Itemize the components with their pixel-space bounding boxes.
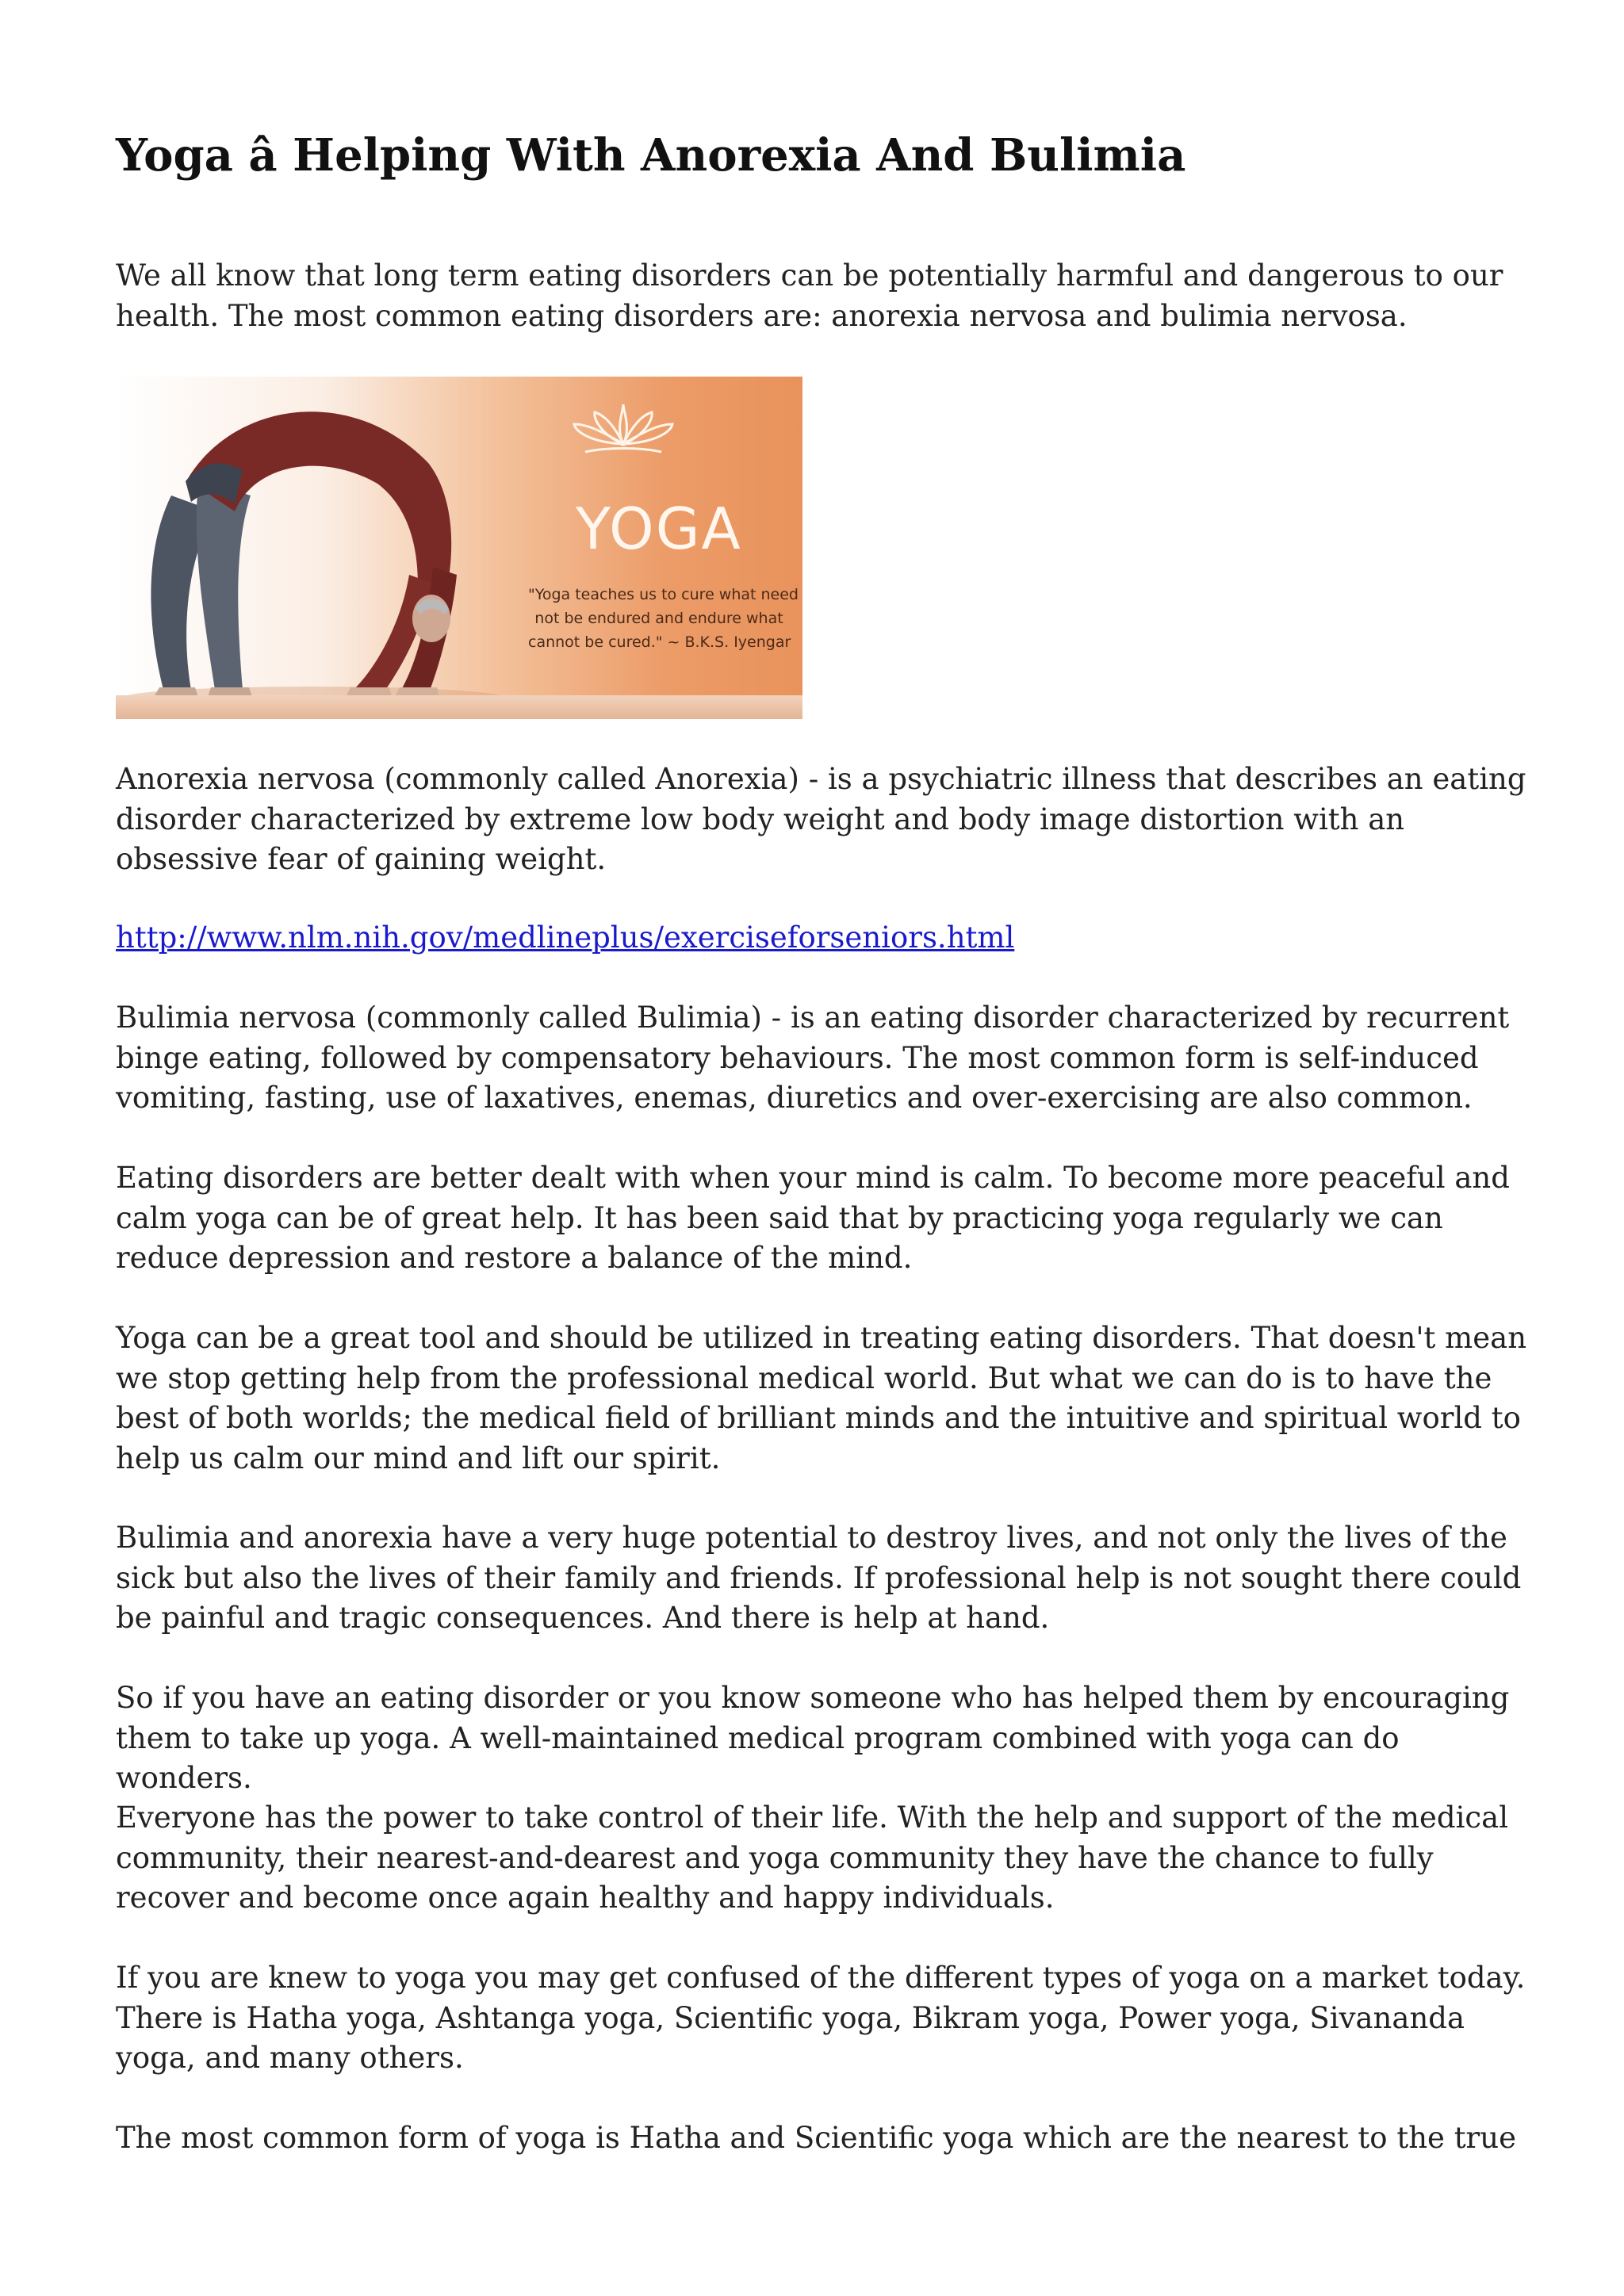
banner-quote-line-2: not be endured and endure what — [534, 610, 783, 627]
paragraph-control: Everyone has the power to take control of their life. With the help and support of the medical community, their nearest-and-dearest and yoga community they have the chance to fully recover and become once again healthy and happy individuals. — [116, 1800, 1509, 1915]
paragraph-common-form: The most common form of yoga is Hatha and Scientific yoga which are the nearest to the true — [116, 2121, 1516, 2155]
paragraph-yoga-tool: Yoga can be a great tool and should be utilized in treating eating disorders. That doesn't mean we stop getting help from the professional medical world. But what we can do is to have the best of both worlds; the medical field of brilliant minds and the intuitive and spiritual world to help us calm our mind and lift our spirit. — [116, 1321, 1527, 1475]
yoga-banner-image — [116, 377, 802, 719]
medlineplus-link[interactable]: http://www.nlm.nih.gov/medlineplus/exerciseforseniors.html — [116, 920, 1015, 955]
paragraph-potential: Bulimia and anorexia have a very huge potential to destroy lives, and not only the lives of the sick but also the lives of their family and friends. If professional help is not sought there could be painful and tragic consequences. And there is help at hand. — [116, 1521, 1522, 1635]
link-paragraph — [116, 918, 1527, 959]
page-title: Yoga â Helping With Anorexia And Bulimia — [116, 129, 1186, 182]
paragraph-anorexia: Anorexia nervosa (commonly called Anorexia) - is a psychiatric illness that describes an eating disorder characterized by extreme low body weight and body image distortion with an obsessive fear of gaining weight. — [116, 762, 1526, 876]
paragraph-intro: We all know that long term eating disorders can be potentially harmful and dangerous to our health. The most common eating disorders are: anorexia nervosa and bulimia nervosa. — [116, 258, 1503, 333]
paragraph-encourage: So if you have an eating disorder or you know someone who has helped them by encouraging them to take up yoga. A well-maintained medical program combined with yoga can do wonders. — [116, 1681, 1510, 1795]
banner-floor — [116, 695, 802, 719]
banner-heading: YOGA — [576, 496, 742, 562]
banner-quote-line-3: cannot be cured." ~ B.K.S. Iyengar — [528, 633, 791, 651]
paragraph-types: If you are knew to yoga you may get confused of the different types of yoga on a market today. There is Hatha yoga, Ashtanga yoga, Scientific yoga, Bikram yoga, Power yoga, Sivananda yoga, and many others. — [116, 1961, 1526, 2075]
paragraph-calm-mind: Eating disorders are better dealt with when your mind is calm. To become more peaceful and calm yoga can be of great help. It has been said that by practicing yoga regularly we can reduce depression and restore a balance of the mind. — [116, 1161, 1510, 1275]
banner-quote-line-1: "Yoga teaches us to cure what need — [528, 586, 799, 603]
lotus-icon — [574, 404, 672, 452]
paragraph-bulimia: Bulimia nervosa (commonly called Bulimia) - is an eating disorder characterized by recurrent binge eating, followed by compensatory behaviours. The most common form is self-induced vomiting, fasting, use of laxatives, enemas, diuretics and over-exercising are also common. — [116, 1001, 1510, 1115]
